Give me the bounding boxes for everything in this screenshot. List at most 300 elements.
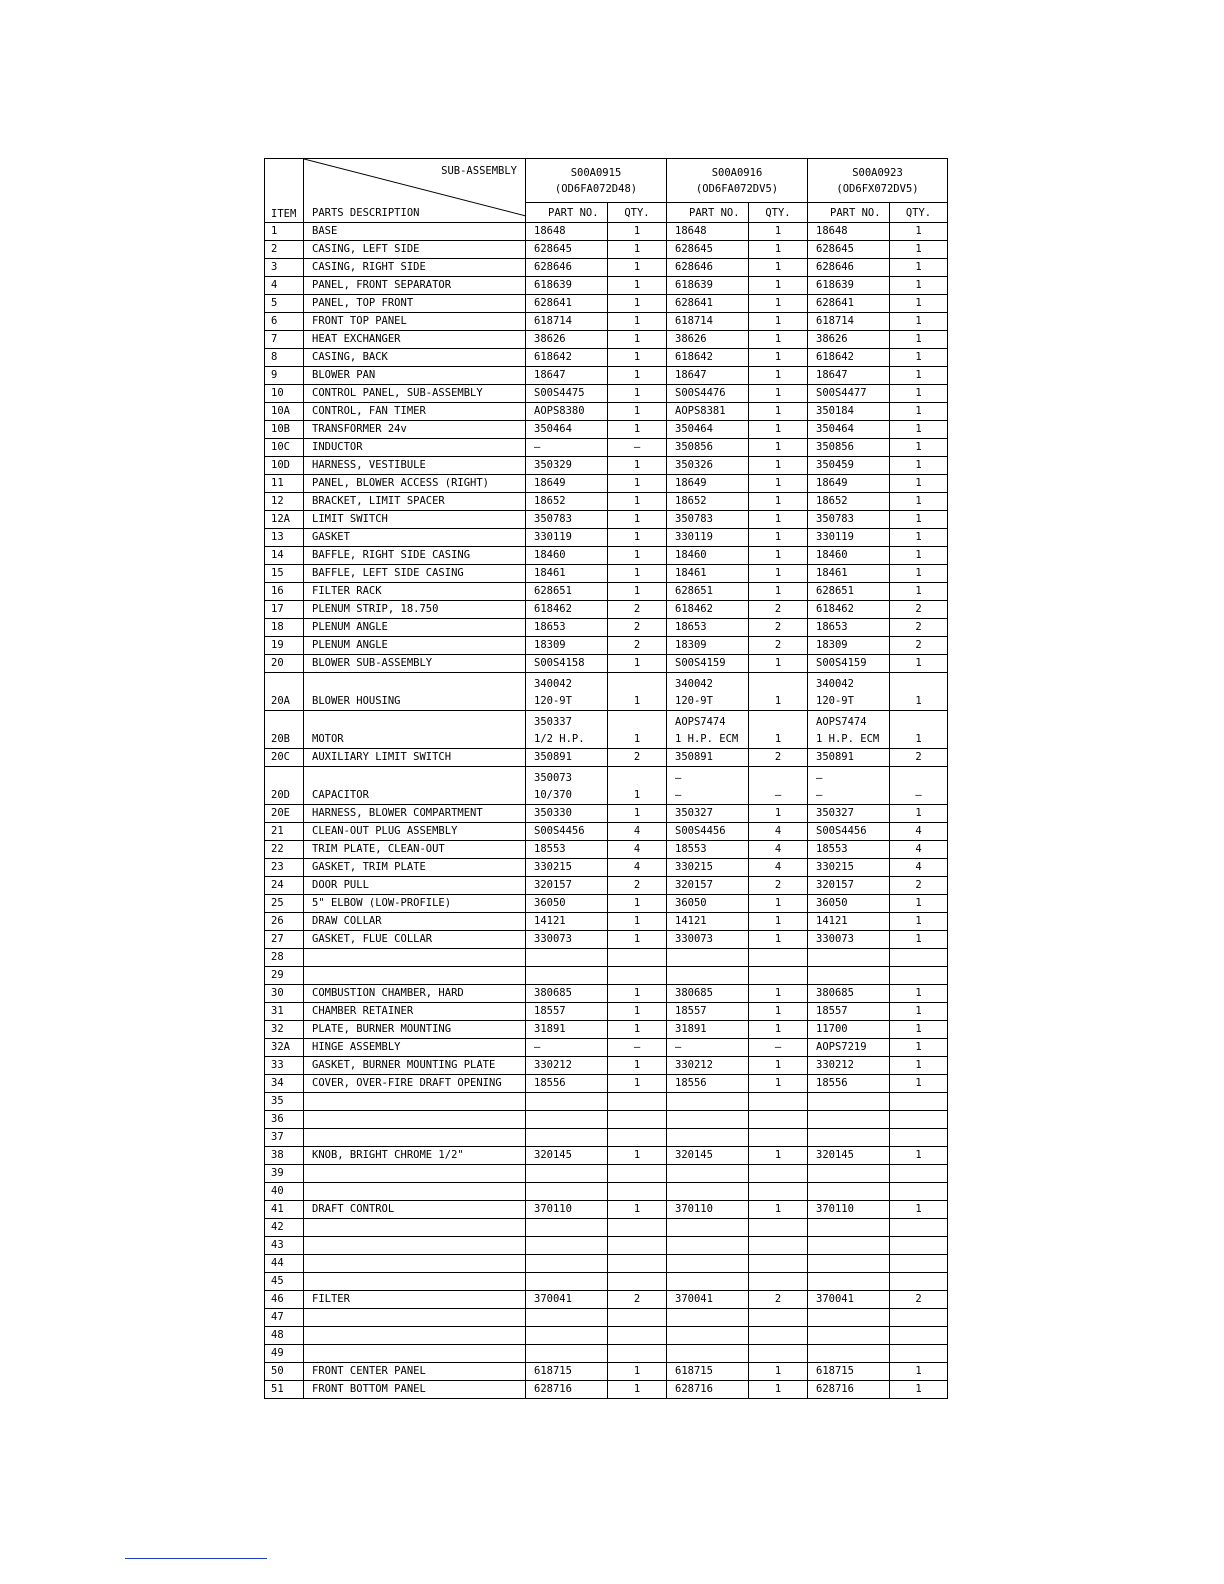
qty-cell-text: 1 [774,495,782,507]
table-row [265,1111,948,1129]
qty-cell-text: 1 [915,987,922,999]
qty-cell-text: 2 [915,639,922,651]
qty-cell [608,349,667,367]
part-no-cell-text: 36050 [816,897,848,909]
qty-cell-text: 1 [633,549,641,561]
part-no-cell [667,859,749,877]
qty-cell-text: 1 [774,695,782,707]
item-cell-text: 20A [271,695,290,707]
part-no-cell-text: 370110 [816,1203,854,1215]
part-no-cell [526,403,608,421]
part-no-cell-text: 320157 [816,879,854,891]
description-cell [304,967,526,985]
part-no-cell [526,767,608,805]
qty-cell [890,403,948,421]
part-no-cell [667,601,749,619]
part-no-cell-text: 18556 [534,1077,566,1089]
description-cell [304,259,526,277]
item-cell-text: 12A [271,513,290,525]
item-cell [265,637,304,655]
qty-cell-text: 1 [774,567,782,579]
part-no-cell [667,565,749,583]
table-row [265,805,948,823]
part-no-cell [808,403,890,421]
part-no-cell-text: 320145 [816,1149,854,1161]
qty-cell [890,493,948,511]
qty-cell [749,241,808,259]
part-no-cell-text: 38626 [675,333,707,345]
part-no-cell-text: 350326 [675,459,713,471]
part-no-cell-text: 618639 [816,279,854,291]
description-cell-text: PLENUM STRIP, 18.750 [312,603,439,615]
item-cell-text: 3 [271,261,278,273]
qty-cell [890,1237,948,1255]
item-cell [265,475,304,493]
description-cell [304,457,526,475]
table-row [265,331,948,349]
qty-cell [749,913,808,931]
qty-cell-text: 1 [915,243,922,255]
description-cell [304,931,526,949]
part-no-cell-text: 18557 [816,1005,848,1017]
part-no-cell [667,1021,749,1039]
part-no-cell-text: 350464 [675,423,713,435]
qty-cell [890,457,948,475]
item-cell [265,913,304,931]
qty-cell [890,331,948,349]
item-cell [265,1219,304,1237]
part-no-cell [526,313,608,331]
item-cell [265,241,304,259]
part-no-cell-text: 330215 [816,861,854,873]
qty-cell-text: 1 [633,243,641,255]
description-cell [304,565,526,583]
qty-cell-text: 2 [633,621,641,633]
item-cell [265,877,304,895]
qty-cell-text: 1 [774,1005,782,1017]
qty-cell [890,277,948,295]
description-cell [304,1273,526,1291]
qty-cell [749,1345,808,1363]
part-no-cell [808,1219,890,1237]
part-no-cell [667,385,749,403]
item-cell-text: 10D [271,459,290,471]
part-no-cell-text: 340042 [816,678,854,690]
assembly-code: S00A0916 [711,166,763,179]
qty-cell-text: 1 [915,495,922,507]
description-cell [304,913,526,931]
qty-cell [749,493,808,511]
description-cell-text: LIMIT SWITCH [312,513,388,525]
qty-cell-text: 1 [915,733,922,745]
part-no-cell [808,313,890,331]
qty-cell-text: 1 [633,333,641,345]
part-no-cell [526,439,608,457]
part-no-cell-text: 370041 [816,1293,854,1305]
table-row [265,859,948,877]
table-row [265,367,948,385]
qty-cell [608,967,667,985]
qty-cell [749,985,808,1003]
part-no-cell [526,1075,608,1093]
table-row [265,565,948,583]
part-no-cell [526,277,608,295]
description-cell-text: FILTER [312,1293,350,1305]
part-no-cell [808,895,890,913]
description-cell [304,295,526,313]
item-cell [265,1201,304,1219]
part-no-cell-text: 330073 [534,933,572,945]
part-no-cell-text: 350856 [675,441,713,453]
part-no-cell-text: 330212 [534,1059,572,1071]
part-no-cell-text: 628645 [816,243,854,255]
part-no-cell-text: 330119 [675,531,713,543]
part-no-cell-text: S00S4159 [675,657,726,669]
qty-cell [749,403,808,421]
item-cell [265,565,304,583]
part-no-cell [808,637,890,655]
part-no-cell [526,1165,608,1183]
assembly-header-1 [526,159,667,203]
part-no-cell-text: 38626 [816,333,848,345]
description-cell [304,949,526,967]
item-cell-text: 32A [271,1041,290,1053]
part-no-cell [808,619,890,637]
part-no-cell [808,529,890,547]
table-row [265,673,948,711]
item-cell-text: 42 [271,1221,284,1233]
part-no-cell-text: AOPS7219 [816,1041,867,1053]
qty-cell [749,767,808,805]
item-cell [265,385,304,403]
item-cell [265,601,304,619]
part-no-cell [667,367,749,385]
description-cell-text: HARNESS, VESTIBULE [312,459,426,471]
qty-cell [608,1309,667,1327]
part-no-cell-text: 18309 [534,639,566,651]
part-no-cell [667,1075,749,1093]
qty-cell-text: 1 [633,733,641,745]
table-row [265,1255,948,1273]
part-no-cell [526,511,608,529]
part-no-cell [667,421,749,439]
qty-cell [608,1237,667,1255]
part-no-cell-text: 350464 [816,423,854,435]
qty-cell [608,565,667,583]
qty-cell-text: 1 [915,315,922,327]
qty-cell [890,967,948,985]
part-no-cell-text: 618639 [675,279,713,291]
item-cell-text: 34 [271,1077,284,1089]
table-row [265,913,948,931]
item-cell-text: 49 [271,1347,284,1359]
part-no-cell-text: 320145 [534,1149,572,1161]
qty-cell-text: 1 [633,897,641,909]
part-no-cell-text: S00S4456 [675,825,726,837]
part-no-cell [526,421,608,439]
item-cell-text: 10B [271,423,290,435]
qty-cell-text: 4 [774,843,782,855]
part-no-cell [667,511,749,529]
item-cell-text: 10 [271,387,284,399]
item-cell-text: 30 [271,987,284,999]
qty-cell [608,1327,667,1345]
description-cell [304,1327,526,1345]
description-cell-text: PLATE, BURNER MOUNTING [312,1023,452,1035]
part-no-cell [667,259,749,277]
item-cell [265,1345,304,1363]
part-no-cell [808,859,890,877]
part-no-cell [808,259,890,277]
qty-cell-text: 1 [774,897,782,909]
qty-cell [608,1183,667,1201]
qty-cell-text: 1 [774,225,782,237]
qty-cell [890,385,948,403]
item-cell [265,749,304,767]
part-no-cell-text: 618642 [534,351,572,363]
qty-cell [749,1147,808,1165]
description-cell-text: FRONT CENTER PANEL [312,1365,426,1377]
item-cell-text: 28 [271,951,284,963]
qty-cell-text: 1 [915,1149,922,1161]
part-no-cell [667,823,749,841]
qty-cell [890,511,948,529]
qty-cell-text: 1 [633,807,641,819]
assembly-header-2 [667,159,808,203]
part-no-cell [667,1237,749,1255]
part-no-cell-text: 14121 [534,915,566,927]
part-no-cell-text: – [675,772,682,784]
qty-cell-text: 1 [633,405,641,417]
part-no-cell [526,1129,608,1147]
qty-cell [608,241,667,259]
part-no-cell-text: – [675,1041,682,1053]
part-no-cell-text: 18557 [675,1005,707,1017]
qty-cell [890,547,948,565]
item-cell [265,859,304,877]
qty-cell [890,637,948,655]
qty-cell [749,1327,808,1345]
qty-cell-text: 1 [915,1041,922,1053]
qty-cell [749,895,808,913]
qty-cell-text: 2 [774,1293,782,1305]
item-cell [265,421,304,439]
qty-cell [890,1255,948,1273]
item-cell [265,259,304,277]
part-no-cell [526,1057,608,1075]
qty-cell-text: 1 [915,297,922,309]
qty-cell-text: 1 [633,369,641,381]
part-no-cell [808,601,890,619]
part-no-cell [667,1129,749,1147]
item-cell [265,841,304,859]
table-row [265,1075,948,1093]
qty-cell-text: 1 [633,789,641,801]
item-cell [265,1309,304,1327]
qty-cell [890,877,948,895]
part-no-cell [526,823,608,841]
description-cell [304,1363,526,1381]
description-cell-text: BASE [312,225,338,237]
part-no-cell-text: 320157 [675,879,713,891]
qty-cell [608,583,667,601]
part-no-cell [667,619,749,637]
part-no-cell-text: 618715 [816,1365,854,1377]
item-cell [265,1381,304,1399]
part-no-cell [526,583,608,601]
part-no-cell-text: 18653 [675,621,707,633]
item-cell-text: 43 [271,1239,284,1251]
qty-cell [749,1219,808,1237]
qty-cell [890,985,948,1003]
part-no-cell [808,421,890,439]
item-cell-text: 46 [271,1293,284,1305]
qty-cell-text: 4 [774,861,782,873]
qty-cell [890,1039,948,1057]
part-no-cell-text: 18652 [675,495,707,507]
qty-cell [749,655,808,673]
qty-cell [749,1039,808,1057]
part-no-cell [526,1003,608,1021]
qty-cell-text: 1 [915,1365,922,1377]
part-no-cell [526,949,608,967]
item-cell-text: 15 [271,567,284,579]
item-cell-text: 39 [271,1167,284,1179]
item-cell-text: 51 [271,1383,284,1395]
item-cell [265,1057,304,1075]
item-cell-text: 29 [271,969,284,981]
part-no-cell-text: 330212 [675,1059,713,1071]
part-no-cell [808,493,890,511]
qty-cell [749,511,808,529]
assembly-code: S00A0923 [852,166,903,179]
table-row [265,1021,948,1039]
description-cell [304,493,526,511]
part-no-cell-text: 330119 [534,531,572,543]
qty-cell-text: – [633,441,641,453]
part-no-cell [667,1183,749,1201]
part-no-cell [526,1381,608,1399]
qty-cell-text: 1 [915,459,922,471]
table-row [265,475,948,493]
sub-assembly-header-cell [304,159,526,223]
qty-cell [890,1147,948,1165]
description-cell-text: AUXILIARY LIMIT SWITCH [312,751,452,763]
item-cell [265,1147,304,1165]
description-cell-text: HEAT EXCHANGER [312,333,401,345]
table-row [265,259,948,277]
part-no-header: PART NO. [808,203,890,223]
qty-cell-text: 1 [915,1023,922,1035]
item-cell [265,1183,304,1201]
qty-cell [749,529,808,547]
part-no-cell [526,1183,608,1201]
qty-cell-text: 4 [774,825,782,837]
qty-cell [890,913,948,931]
qty-cell [890,1093,948,1111]
qty-cell [749,349,808,367]
qty-cell [890,223,948,241]
table-row [265,223,948,241]
qty-cell [608,913,667,931]
part-no-cell [667,1093,749,1111]
part-no-cell [667,241,749,259]
table-row [265,1093,948,1111]
description-cell-text: GASKET, FLUE COLLAR [312,933,433,945]
part-no-cell [667,583,749,601]
table-row [265,547,948,565]
part-no-cell-text: 36050 [675,897,707,909]
part-no-cell [667,1057,749,1075]
description-cell [304,241,526,259]
description-cell-text: BAFFLE, RIGHT SIDE CASING [312,549,471,561]
part-no-cell [808,1057,890,1075]
part-no-cell-text: 628645 [675,243,713,255]
item-cell-text: 5 [271,297,278,309]
qty-cell-text: 1 [915,279,922,291]
part-no-cell [808,1183,890,1201]
qty-cell [749,295,808,313]
table-row [265,1165,948,1183]
part-no-cell-text: 18649 [675,477,707,489]
qty-cell [749,1129,808,1147]
table-row [265,1381,948,1399]
part-no-cell-text: 628716 [816,1383,854,1395]
qty-cell-text: 2 [633,603,641,615]
qty-cell-text: 2 [915,603,922,615]
part-no-cell [667,295,749,313]
part-no-cell [667,1291,749,1309]
description-cell [304,895,526,913]
part-no-cell-text: 618714 [675,315,713,327]
description-cell [304,403,526,421]
part-no-cell-text: 18647 [675,369,707,381]
description-cell [304,1309,526,1327]
qty-cell-text: 1 [915,441,922,453]
part-no-cell [526,805,608,823]
qty-cell-text: 1 [774,405,782,417]
qty-cell-text: 1 [633,279,641,291]
qty-cell-text: 4 [915,861,922,873]
description-cell [304,1057,526,1075]
part-no-cell [667,313,749,331]
item-cell [265,1039,304,1057]
part-no-cell [808,767,890,805]
description-cell [304,841,526,859]
item-cell-text: 7 [271,333,278,345]
qty-cell [749,637,808,655]
sub-assembly-label: SUB-ASSEMBLY [441,165,517,177]
part-no-cell [808,1327,890,1345]
assembly-model: (OD6FA072DV5) [695,182,779,195]
part-no-cell-text: 330212 [816,1059,854,1071]
qty-cell-text: 1 [915,333,922,345]
table-row [265,655,948,673]
qty-cell [749,1183,808,1201]
table-row [265,767,948,805]
qty-cell-text: 1 [633,987,641,999]
qty-cell [608,1381,667,1399]
qty-cell-text: 4 [633,861,641,873]
qty-cell [608,1201,667,1219]
qty-cell-text: 1 [774,1365,782,1377]
part-no-cell [526,385,608,403]
part-no-cell [526,931,608,949]
part-no-cell [667,931,749,949]
part-no-cell-text: 370041 [534,1293,572,1305]
qty-cell-text: 1 [915,915,922,927]
table-row [265,1273,948,1291]
